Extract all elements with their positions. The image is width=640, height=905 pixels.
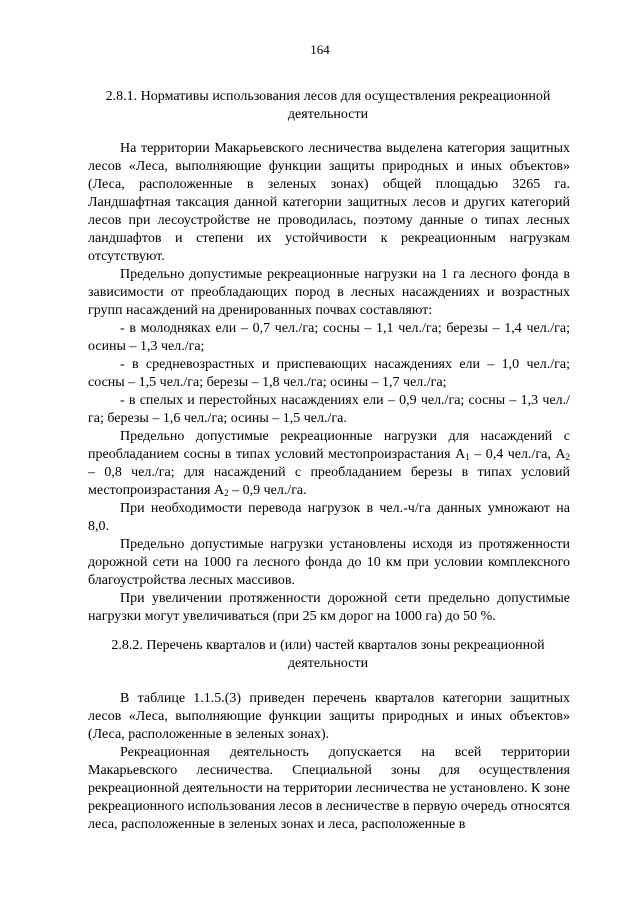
paragraph bbox=[88, 428, 570, 500]
section-heading: 2.8.2. Перечень кварталов и (или) частей кварталов зоны рекреационной деятельности bbox=[111, 638, 545, 671]
section-heading: 2.8.1. Нормативы использования лесов для осуществления рекреационной деятельности bbox=[105, 89, 551, 122]
section-body bbox=[88, 140, 570, 626]
text-run: – 0,9 чел./га. bbox=[228, 483, 307, 498]
text-run: – 0,8 чел./га; для насаждений с преобладанием березы в типах условий местопроизрастания А bbox=[88, 465, 570, 498]
paragraph: При увеличении протяженности дорожной сети предельно допустимые нагрузки могут увеличиваться (при 25 км дорог на 1000 га) до 50 %. bbox=[88, 591, 570, 624]
paragraph: При необходимости перевода нагрузок в чел.-ч/га данных умножают на 8,0. bbox=[88, 501, 570, 534]
subscript: 2 bbox=[565, 452, 570, 462]
list-item: - в спелых и перестойных насаждениях ели – 0,9 чел./га; сосны – 1,3 чел./га; березы – 1,6 чел./га; осины – 1,5 чел./га. bbox=[88, 393, 570, 426]
paragraph: Предельно допустимые рекреационные нагрузки на 1 га лесного фонда в зависимости от преобладающих пород в лесных насаждениях и возрастных групп насаждений на дренированных почвах составляют: bbox=[88, 267, 570, 318]
text-run: Предельно допустимые рекреационные нагрузки для насаждений с преобладанием сосны в типах условий местопроизрастания А bbox=[88, 429, 570, 462]
section-body bbox=[88, 690, 570, 834]
list-item: - в молодняках ели – 0,7 чел./га; сосны – 1,1 чел./га; березы – 1,4 чел./га; осины – 1,3 чел./га; bbox=[88, 321, 570, 354]
paragraph: Рекреационная деятельность допускается на всей территории Макарьевского лесничества. Специальной зоны для осуществления рекреационной деятельности на территории лесничества не установлено. К зоне рекреационного использования лесов в лесничестве в первую очередь относятся леса, расположенные в зеленых зонах и леса, расположенные в bbox=[88, 745, 571, 832]
subscript: 2 bbox=[224, 488, 229, 498]
paragraph: Предельно допустимые нагрузки установлены исходя из протяженности дорожной сети на 1000 га лесного фонда до 10 км при условии комплексного благоустройства лесных массивов. bbox=[88, 537, 570, 588]
list-item: - в средневозрастных и приспевающих насаждениях ели – 1,0 чел./га; сосны – 1,5 чел./га; березы – 1,8 чел./га; осины – 1,7 чел./га; bbox=[88, 357, 570, 390]
subscript: 1 bbox=[465, 452, 470, 462]
text-run: – 0,4 чел./га, А bbox=[469, 447, 566, 462]
paragraph: На территории Макарьевского лесничества выделена категория защитных лесов «Леса, выполняющие функции защиты природных и иных объектов» (Леса, расположенные в зеленых зонах) общей площадью 3265 га. Ландшафтная таксация данной категории защитных лесов и других категорий лесов при лесоустройстве не проводилась, поэтому данные о типах лесных ландшафтов и степени их устойчивости к рекреационным нагрузкам отсутствуют. bbox=[88, 141, 570, 264]
page-number: 164 bbox=[310, 42, 330, 57]
paragraph: В таблице 1.1.5.(3) приведен перечень кварталов категории защитных лесов «Леса, выполняющие функции защиты природных и иных объектов» (Леса, расположенные в зеленых зонах). bbox=[88, 691, 570, 742]
